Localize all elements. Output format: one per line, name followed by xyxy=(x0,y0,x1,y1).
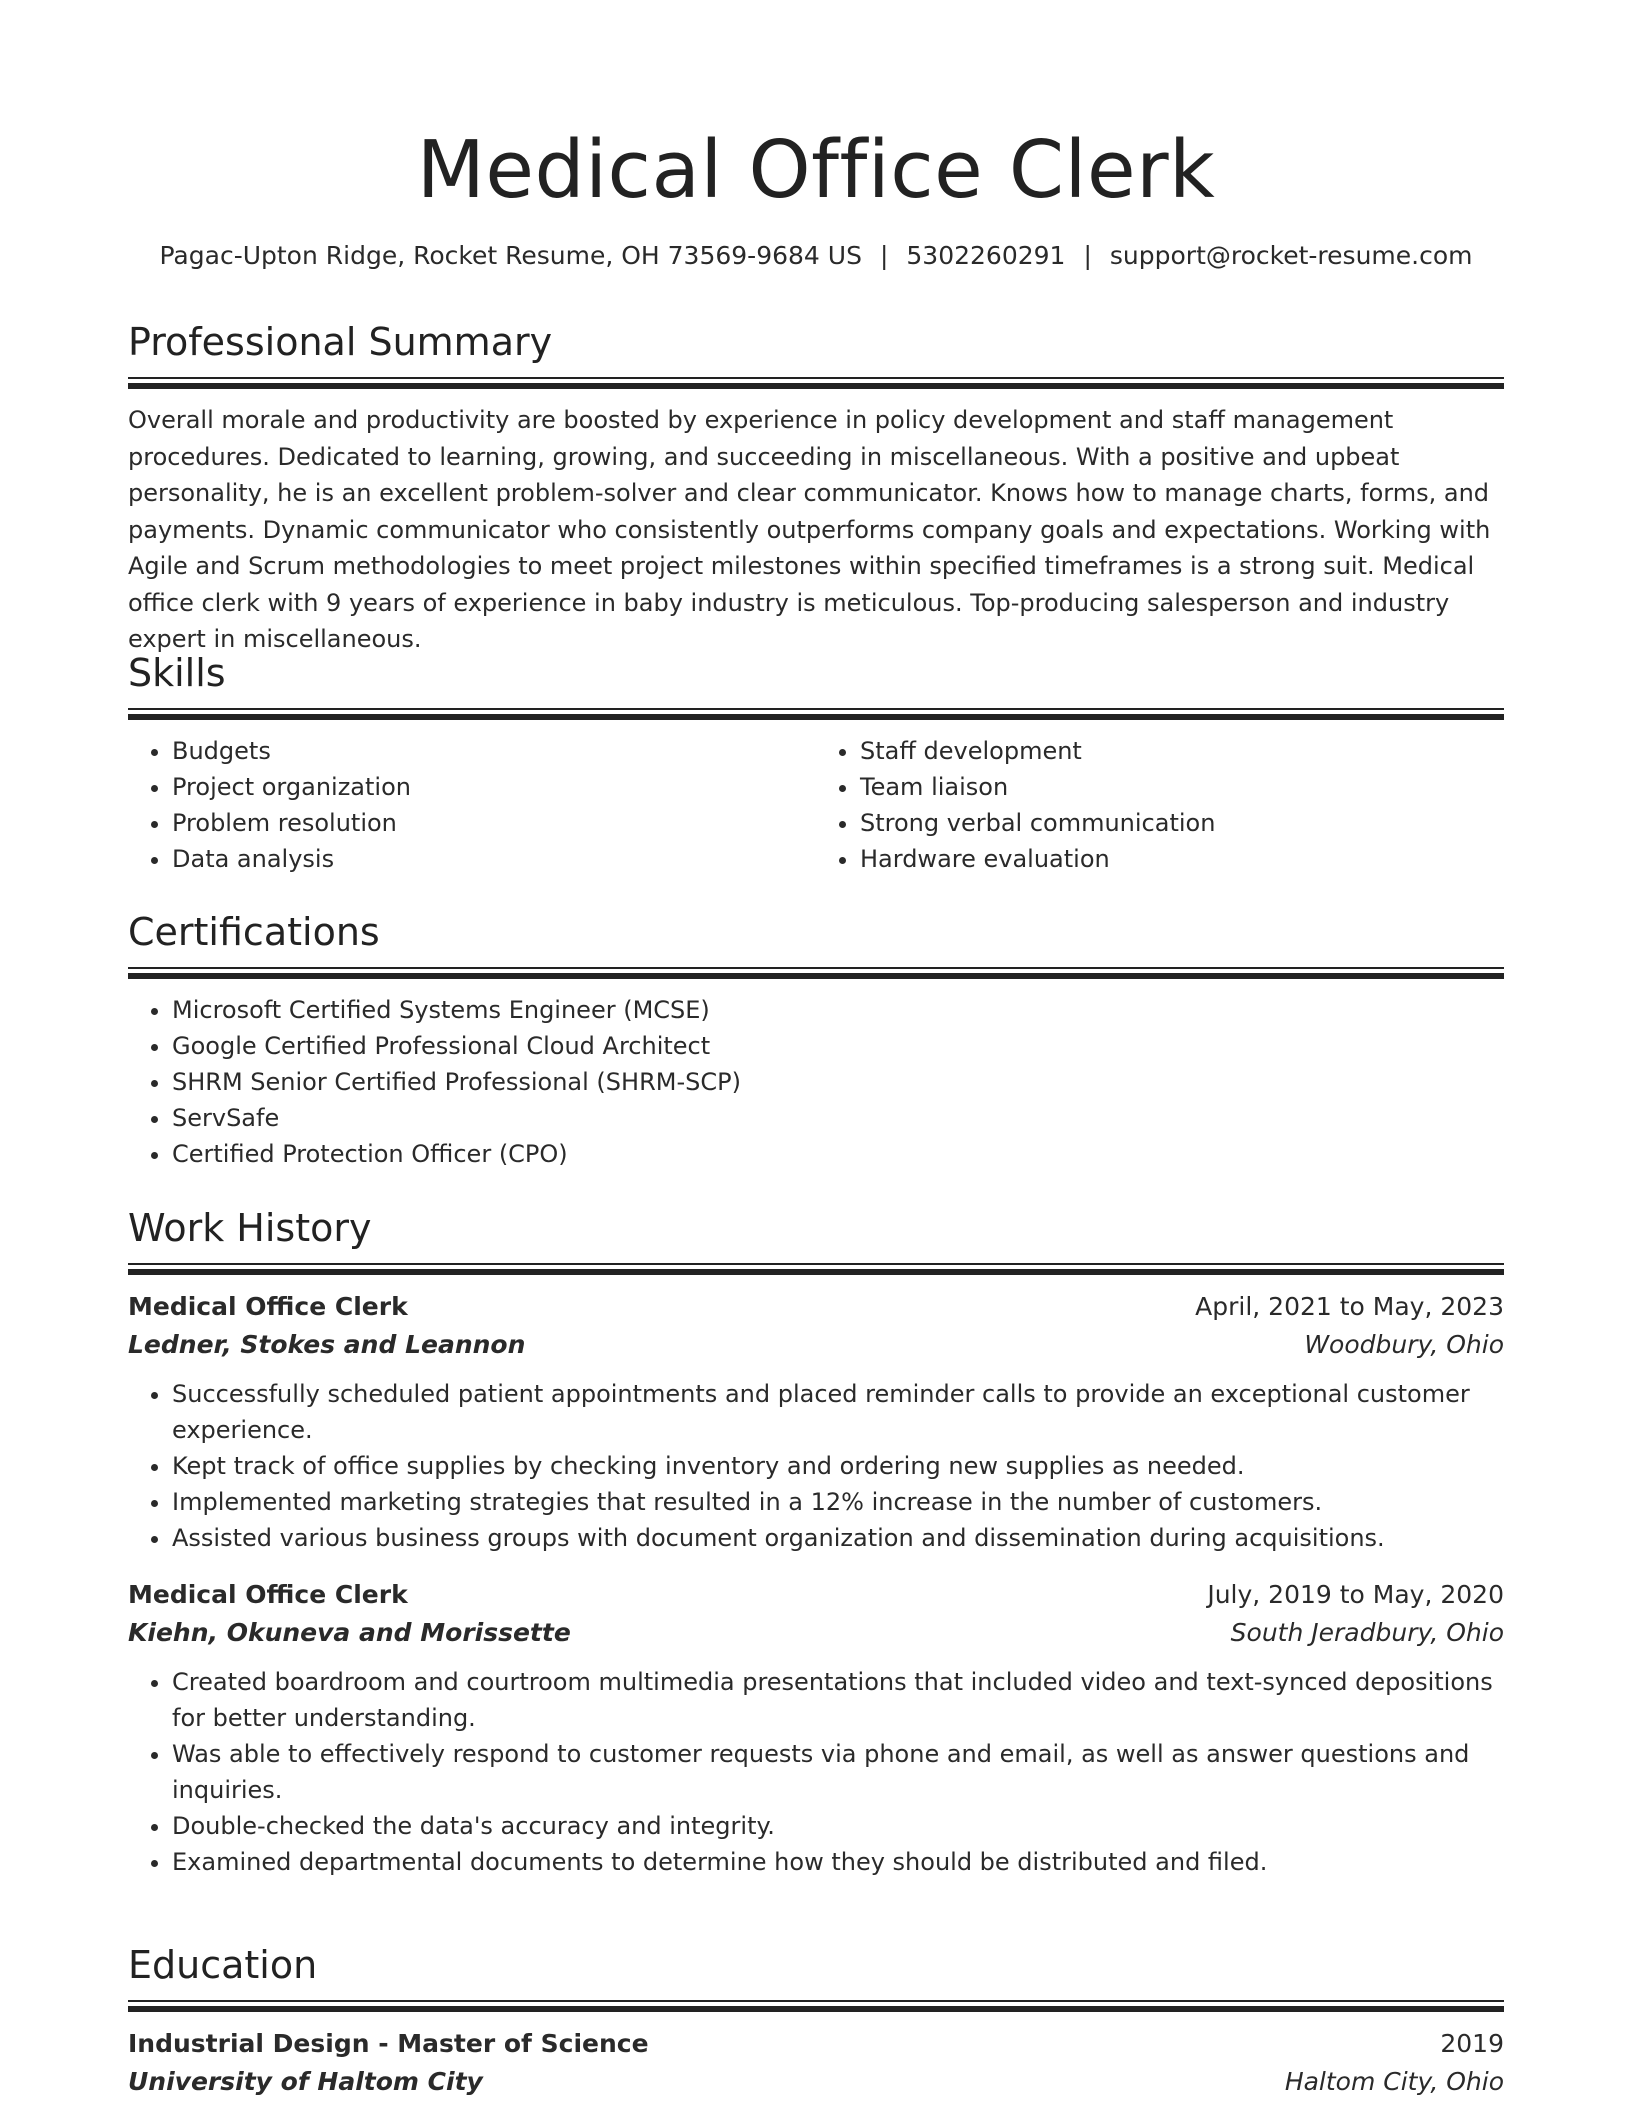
job-bullet: • Kept track of office supplies by checking inventory and ordering new supplies as needed. xyxy=(172,1448,1504,1484)
job-title: Medical Office Clerk xyxy=(128,1292,408,1321)
section-title-skills: Skills xyxy=(128,651,226,695)
contact-email[interactable]: support@rocket-resume.com xyxy=(1109,241,1473,270)
job-title: Medical Office Clerk xyxy=(128,1580,408,1609)
section-title-certifications: Certifications xyxy=(128,910,380,954)
section-divider xyxy=(128,1263,1504,1276)
job-company: Kiehn, Okuneva and Morissette xyxy=(128,1618,571,1647)
contact-phone: 5302260291 xyxy=(906,241,1066,270)
education-location: Haltom City, Ohio xyxy=(1284,2067,1504,2096)
skills-columns xyxy=(128,733,1504,877)
section-divider xyxy=(128,377,1504,390)
certification-item: • Google Certified Professional Cloud Architect xyxy=(172,1028,1504,1064)
work-history-section xyxy=(128,1203,1504,1880)
skills-list-left xyxy=(128,733,816,877)
contact-separator: | xyxy=(879,241,889,270)
job-bullets xyxy=(128,1376,1504,1556)
summary-section xyxy=(128,317,1504,658)
job-entry xyxy=(128,1576,1504,1880)
section-divider xyxy=(128,2000,1504,2013)
job-bullet: • Implemented marketing strategies that resulted in a 12% increase in the number of customers. xyxy=(172,1484,1504,1520)
contact-line xyxy=(128,238,1504,274)
education-year: 2019 xyxy=(1440,2029,1504,2058)
summary-text: Overall morale and productivity are boosted by experience in policy development and staff management procedures. Dedicated to learning, growing, and succeeding in miscellaneous. With a positive and upbeat personality, he is an excellent problem-solver and clear communicator. Knows how to manage charts, forms, and payments. Dynamic communicator who consistently outperforms company goals and expectations. Working with Agile and Scrum methodologies to meet project milestones within specified timeframes is a strong suit. Medical office clerk with 9 years of experience in baby industry is meticulous. Top-producing salesperson and industry expert in miscellaneous. xyxy=(128,406,1491,653)
section-title-education: Education xyxy=(128,1943,318,1987)
job-location: Woodbury, Ohio xyxy=(1304,1330,1504,1359)
section-title-work: Work History xyxy=(128,1206,372,1250)
skills-list-right xyxy=(816,733,1504,877)
job-bullet: • Assisted various business groups with document organization and dissemination during acquisitions. xyxy=(172,1520,1504,1556)
candidate-name: Medical Office Clerk xyxy=(416,124,1216,216)
education-entry xyxy=(128,2025,1504,2101)
certifications-list xyxy=(128,992,1504,1172)
contact-separator: | xyxy=(1083,241,1092,270)
certification-item: • Certified Protection Officer (CPO) xyxy=(172,1136,1504,1172)
certification-item: • Microsoft Certified Systems Engineer (MCSE) xyxy=(172,992,1504,1028)
education-degree: Industrial Design - Master of Science xyxy=(128,2029,649,2058)
skill-item: • Strong verbal communication xyxy=(860,805,1504,841)
job-dates: April, 2021 to May, 2023 xyxy=(1195,1292,1504,1321)
skills-section xyxy=(128,648,1504,877)
certification-item: • SHRM Senior Certified Professional (SHRM-SCP) xyxy=(172,1064,1504,1100)
job-bullet: • Successfully scheduled patient appointments and placed reminder calls to provide an exceptional customer experience. xyxy=(172,1376,1504,1448)
job-dates: July, 2019 to May, 2020 xyxy=(1207,1580,1504,1609)
job-bullet: • Created boardroom and courtroom multimedia presentations that included video and text-synced depositions for better understanding. xyxy=(172,1664,1504,1736)
certifications-section xyxy=(128,907,1504,1172)
skill-item: • Staff development xyxy=(860,733,1504,769)
section-divider xyxy=(128,967,1504,980)
skill-item: • Data analysis xyxy=(172,841,816,877)
job-company: Ledner, Stokes and Leannon xyxy=(128,1330,526,1359)
skill-item: • Team liaison xyxy=(860,769,1504,805)
job-bullet: • Was able to effectively respond to customer requests via phone and email, as well as answer questions and inquiries. xyxy=(172,1736,1504,1808)
section-divider xyxy=(128,708,1504,721)
contact-address: Pagac-Upton Ridge, Rocket Resume, OH 73569-9684 US xyxy=(159,241,862,270)
job-location: South Jeradbury, Ohio xyxy=(1230,1618,1504,1647)
job-entry xyxy=(128,1288,1504,1556)
certification-item: • ServSafe xyxy=(172,1100,1504,1136)
section-title-summary: Professional Summary xyxy=(128,320,553,364)
skill-item: • Project organization xyxy=(172,769,816,805)
skill-item: • Problem resolution xyxy=(172,805,816,841)
job-bullet: • Double-checked the data's accuracy and integrity. xyxy=(172,1808,1504,1844)
education-school: University of Haltom City xyxy=(128,2067,483,2096)
education-section xyxy=(128,1940,1504,2101)
job-bullets xyxy=(128,1664,1504,1880)
job-bullet: • Examined departmental documents to determine how they should be distributed and filed. xyxy=(172,1844,1504,1880)
skill-item: • Budgets xyxy=(172,733,816,769)
skill-item: • Hardware evaluation xyxy=(860,841,1504,877)
